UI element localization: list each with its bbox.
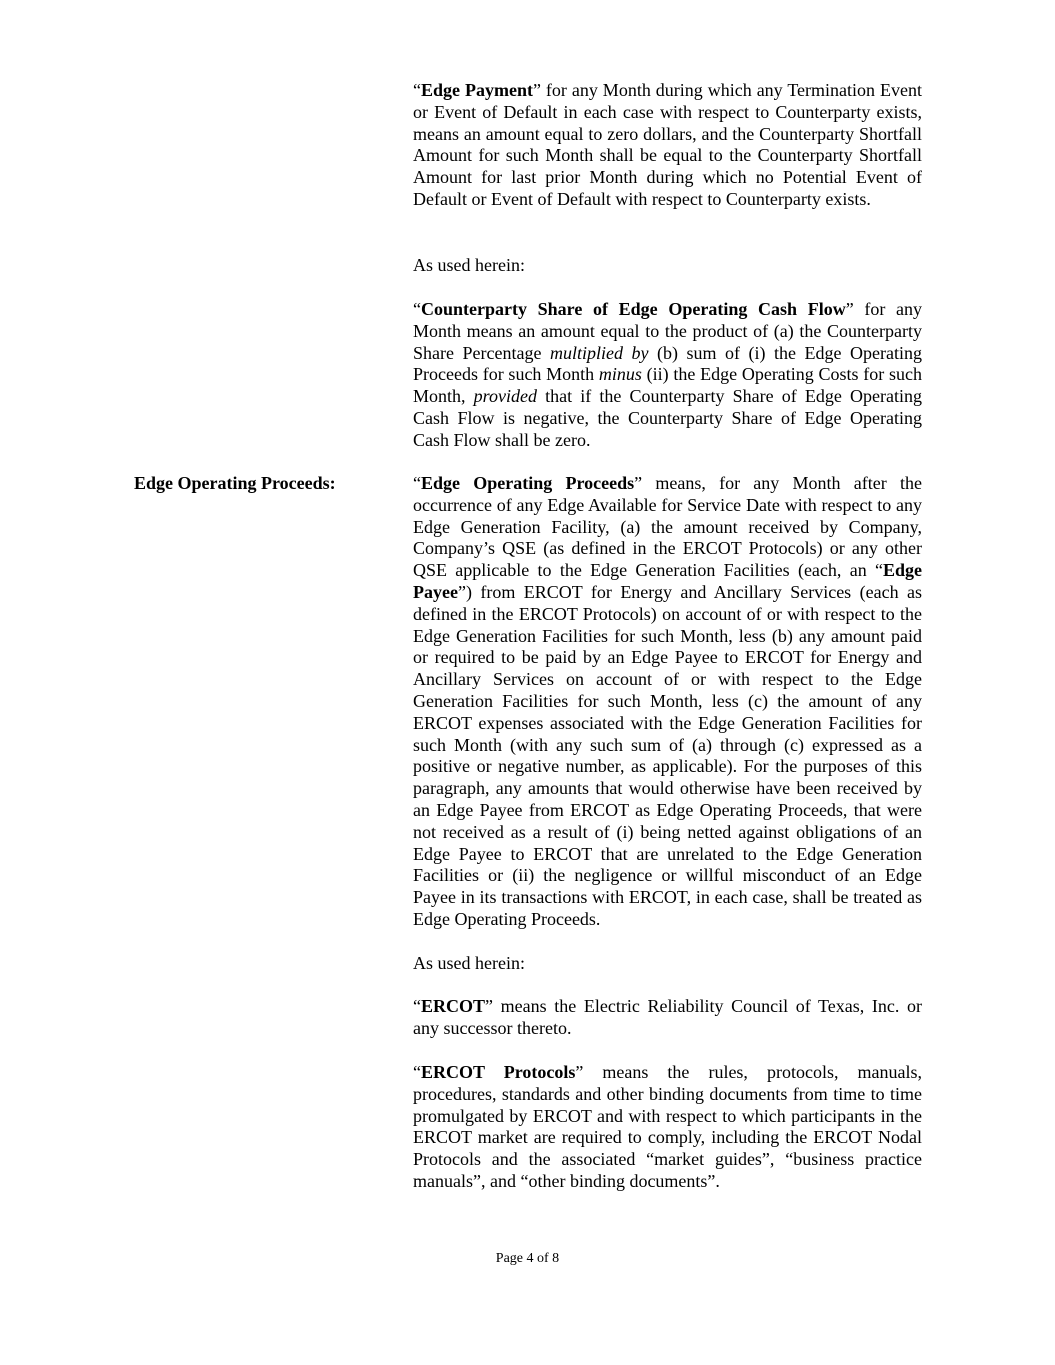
edge-operating-proceeds-definition — [413, 473, 922, 931]
ercot-definition — [413, 996, 922, 1040]
definition-text: ”) from ERCOT for Energy and Ancillary Services (each as defined in the ERCOT Protocols) on account of or with respect to the Edge Generation Facilities for such Month, less (b) any amount paid or required to be paid by an Edge Payee to ERCOT for Energy and Ancillary Services on account of or with respect to the Edge Generation Facilities for such Month, less (c) the amount of any ERCOT expenses associated with the Edge Generation Facilities for such Month (with any such sum of (a) through (c) expressed as a positive or negative number, as applicable). For the purposes of this paragraph, any amounts that would otherwise have been received by an Edge Payee from ERCOT as Edge Operating Proceeds, that were not received as a result of (i) being netted against obligations of an Edge Payee to ERCOT that are unrelated to the Edge Generation Facilities or (ii) the negligence or willful misconduct of an Edge Payee in its transactions with ERCOT, in each case, shall be treated as Edge Operating Proceeds. — [413, 581, 922, 929]
definition-text: (ii) the Edge Operating Costs for such Month, — [413, 364, 922, 407]
ercot-protocols-term: ERCOT Protocols — [421, 1062, 576, 1082]
definition-text: ” means the rules, protocols, manuals, procedures, standards and other binding documents from time to time promulgated by ERCOT and with respect to which participants in the ERCOT market are required to comply, including the ERCOT Nodal Protocols and the associated “market guides”, “business practice manuals”, and “other binding documents”. — [413, 1062, 922, 1191]
edge-payment-text: ” for any Month during which any Termination Event or Event of Default in each case with respect to Counterparty exists, means an amount equal to zero dollars, and the Counterparty Shortfall Amount for such Month shall be equal to the Counterparty Shortfall Amount for last prior Month during which no Potential Event of Default or Event of Default with respect to Counterparty exists. — [413, 80, 922, 209]
definition-text: that if the Counterparty Share of Edge Operating Cash Flow is negative, the Counterparty Share of Edge Operating Cash Flow shall be zero. — [413, 386, 922, 450]
open-quote: “ — [413, 299, 421, 319]
ercot-protocols-definition — [413, 1062, 922, 1193]
open-quote: “ — [413, 473, 421, 493]
italic-text: provided — [473, 386, 537, 407]
open-quote: “ — [413, 1062, 421, 1082]
edge-operating-proceeds-term: Edge Operating Proceeds — [421, 473, 635, 493]
definition-text: ” means the Electric Reliability Council of Texas, Inc. or any successor thereto. — [413, 996, 922, 1038]
edge-payee-term: Edge Payee — [413, 560, 922, 602]
edge-payment-definition — [413, 80, 922, 211]
open-quote: “ — [413, 996, 421, 1016]
as-used-herein-1: As used herein: — [413, 255, 525, 275]
italic-text: minus — [598, 364, 642, 385]
counterparty-share-definition — [413, 299, 922, 452]
edge-operating-proceeds-heading: Edge Operating Proceeds: — [134, 473, 336, 493]
definition-text: ” for any Month means an amount equal to the product of (a) the Counterparty Share Percentage — [413, 299, 922, 363]
counterparty-share-term: Counterparty Share of Edge Operating Cash Flow — [421, 299, 846, 319]
ercot-term: ERCOT — [421, 996, 486, 1016]
definition-text: ” means, for any Month after the occurrence of any Edge Available for Service Date with respect to any Edge Generation Facility, (a) the amount received by Company, Company’s QSE (as defined in the ERCOT Protocols) or any other QSE applicable to the Edge Generation Facilities (each, an “ — [413, 473, 922, 581]
edge-payment-term: Edge Payment — [421, 80, 533, 100]
italic-text: multiplied by — [549, 342, 649, 363]
open-quote: “ — [413, 80, 421, 100]
as-used-herein-2: As used herein: — [413, 953, 525, 973]
definition-text: (b) sum of (i) the Edge Operating Proceeds for such Month — [413, 342, 922, 385]
page-number: Page 4 of 8 — [495, 1251, 560, 1266]
